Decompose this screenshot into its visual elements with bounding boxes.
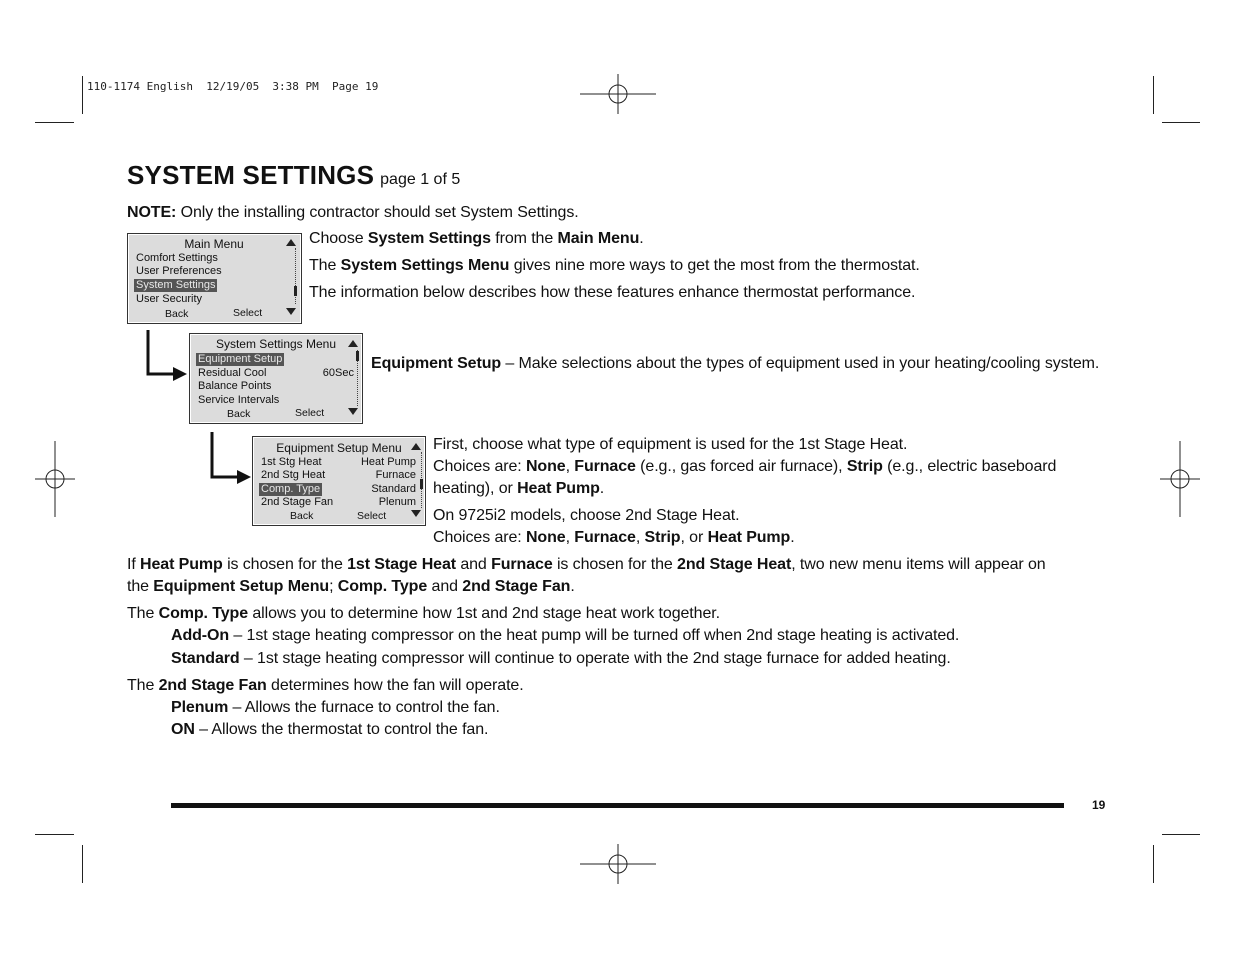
standard-line (171, 648, 951, 670)
intro-bold: Main Menu (557, 230, 640, 247)
body-bold: Strip (846, 458, 883, 475)
title-main: SYSTEM SETTINGS (127, 160, 375, 190)
body-text: determines how the fan will operate. (266, 677, 524, 694)
first-stage-line-2 (433, 456, 1056, 478)
body-text: , or (680, 529, 708, 546)
crop-mark (82, 845, 83, 883)
menu-item-comfort-settings[interactable]: Comfort Settings (136, 252, 218, 264)
2nd-stg-heat-value: Furnace (375, 469, 416, 481)
body-text: is chosen for the (552, 556, 678, 573)
add-on-line (171, 625, 959, 647)
body-text: ; (329, 578, 338, 595)
body-text: and (427, 578, 463, 595)
crop-mark (1162, 122, 1200, 123)
scrollbar-thumb[interactable] (420, 479, 423, 489)
page-number: 19 (1092, 798, 1106, 812)
add-on-label: Add-On (171, 627, 230, 644)
body-bold: Heat Pump (140, 556, 223, 573)
add-on-text: – 1st stage heating compressor on the heat pump will be turned off when 2nd stage heating is activated. (229, 627, 960, 644)
body-text: . (790, 529, 795, 546)
footer-rule (171, 803, 1064, 808)
body-bold: 1st Stage Heat (347, 556, 456, 573)
body-bold: 2nd Stage Fan (158, 677, 267, 694)
select-softkey[interactable]: Select (233, 307, 263, 319)
system-menu-title: System Settings Menu (215, 337, 337, 351)
body-bold: None (525, 458, 566, 475)
intro-line-1 (309, 228, 644, 250)
2nd-stage-fan-value: Plenum (378, 496, 416, 508)
note-label: NOTE: (127, 204, 177, 221)
intro-text: The (309, 257, 341, 274)
intro-text: Choose (309, 230, 368, 247)
menu-item-balance-points[interactable]: Balance Points (198, 380, 272, 392)
crop-mark (35, 834, 74, 835)
plenum-label: Plenum (171, 699, 229, 716)
select-softkey[interactable]: Select (295, 407, 325, 419)
note-text: Only the installing contractor should set System Settings. (176, 204, 579, 221)
body-text: Choices are: (433, 529, 526, 546)
intro-text: from the (490, 230, 558, 247)
body-text: The (127, 605, 159, 622)
menu-item-equipment-setup[interactable]: Equipment Setup (198, 353, 283, 365)
equipment-setup-description (371, 353, 1099, 375)
body-bold: Heat Pump (707, 529, 791, 546)
on-label: ON (171, 721, 195, 738)
menu-item-user-security[interactable]: User Security (136, 293, 203, 305)
equipment-setup-label: Equipment Setup (371, 355, 502, 372)
crop-mark (1153, 76, 1154, 114)
scroll-up-icon[interactable] (286, 239, 296, 246)
flow-arrow-icon (207, 432, 253, 486)
back-softkey[interactable]: Back (227, 408, 251, 420)
body-bold: Comp. Type (158, 605, 249, 622)
printer-slug: 110-1174 English 12/19/05 3:38 PM Page 19 (87, 80, 379, 93)
body-bold: Strip (644, 529, 681, 546)
menu-item-2nd-stage-fan[interactable]: 2nd Stage Fan (261, 496, 334, 508)
menu-item-residual-cool[interactable]: Residual Cool (198, 367, 267, 379)
first-stage-line-4: On 9725i2 models, choose 2nd Stage Heat. (433, 507, 740, 524)
body-text: , (635, 529, 645, 546)
body-bold: 2nd Stage Heat (677, 556, 792, 573)
comp-type-value: Standard (371, 483, 416, 495)
stage-fan-line (127, 675, 524, 697)
crop-mark (35, 122, 74, 123)
on-text: – Allows the thermostat to control the fan. (194, 721, 489, 738)
scroll-down-icon[interactable] (348, 408, 358, 415)
first-stage-line-1: First, choose what type of equipment is used for the 1st Stage Heat. (433, 436, 908, 453)
body-text: and (455, 556, 492, 573)
scroll-down-icon[interactable] (411, 510, 421, 517)
plenum-line (171, 697, 500, 719)
intro-bold: System Settings Menu (340, 257, 510, 274)
plenum-text: – Allows the furnace to control the fan. (228, 699, 500, 716)
system-settings-menu-screen (189, 333, 363, 424)
body-bold: Equipment Setup Menu (153, 578, 330, 595)
intro-text: gives nine more ways to get the most from the thermostat. (509, 257, 920, 274)
body-text: the (127, 578, 154, 595)
body-bold: Heat Pump (517, 480, 600, 497)
registration-mark-icon (1160, 441, 1200, 517)
intro-line-3: The information below describes how these features enhance thermostat performance. (309, 284, 916, 301)
menu-item-user-preferences[interactable]: User Preferences (136, 265, 222, 277)
scroll-up-icon[interactable] (411, 443, 421, 450)
body-bold: Furnace (491, 556, 553, 573)
crop-mark (1162, 834, 1200, 835)
scroll-up-icon[interactable] (348, 340, 358, 347)
equipment-setup-text: – Make selections about the types of equipment used in your heating/cooling system. (501, 355, 1100, 372)
heat-pump-line-1 (127, 554, 1046, 576)
heat-pump-line-2 (127, 576, 575, 598)
menu-item-system-settings[interactable]: System Settings (136, 279, 216, 291)
equipment-setup-menu-screen (252, 436, 426, 526)
body-bold: Comp. Type (337, 578, 428, 595)
intro-line-2 (309, 255, 920, 277)
body-text: (e.g., gas forced air furnace), (635, 458, 847, 475)
scroll-down-icon[interactable] (286, 308, 296, 315)
body-text: The (127, 677, 159, 694)
body-bold: None (525, 529, 566, 546)
menu-item-2nd-stg-heat[interactable]: 2nd Stg Heat (261, 469, 326, 481)
body-text: , (565, 458, 575, 475)
comp-type-line (127, 603, 720, 625)
body-text: (e.g., electric baseboard (882, 458, 1057, 475)
menu-item-service-intervals[interactable]: Service Intervals (198, 394, 280, 406)
flow-arrow-icon (143, 330, 189, 382)
scrollbar-thumb[interactable] (294, 286, 297, 296)
body-bold: 2nd Stage Fan (462, 578, 571, 595)
first-stage-line-3 (433, 478, 604, 500)
registration-mark-icon (35, 441, 75, 517)
standard-label: Standard (171, 650, 240, 667)
body-text: is chosen for the (222, 556, 348, 573)
select-softkey[interactable]: Select (357, 510, 387, 522)
title-subtitle: page 1 of 5 (380, 171, 461, 188)
body-text: , two new menu items will appear on (791, 556, 1046, 573)
body-text: . (599, 480, 605, 497)
page-title (127, 160, 460, 191)
body-bold: Furnace (574, 458, 636, 475)
crop-mark (82, 76, 83, 114)
menu-item-1st-stg-heat[interactable]: 1st Stg Heat (261, 456, 322, 468)
main-menu-screen (127, 233, 302, 324)
crop-mark (1153, 845, 1154, 883)
first-stage-line-5 (433, 527, 795, 549)
back-softkey[interactable]: Back (290, 510, 314, 522)
registration-mark-icon (580, 74, 656, 114)
body-text: If (127, 556, 141, 573)
body-text: Choices are: (433, 458, 526, 475)
intro-bold: System Settings (367, 230, 491, 247)
residual-cool-value: 60Sec (322, 367, 354, 379)
menu-item-comp-type[interactable]: Comp. Type (261, 483, 321, 495)
1st-stg-heat-value: Heat Pump (360, 456, 416, 468)
standard-text: – 1st stage heating compressor will continue to operate with the 2nd stage furnace for added heating. (239, 650, 951, 667)
note-line (127, 202, 579, 224)
main-menu-title: Main Menu (184, 237, 244, 251)
scrollbar-thumb[interactable] (356, 351, 359, 361)
body-bold: Furnace (574, 529, 636, 546)
intro-text: . (639, 230, 644, 247)
body-text: heating), or (433, 480, 518, 497)
back-softkey[interactable]: Back (165, 308, 189, 320)
body-text: , (565, 529, 575, 546)
equipment-menu-title: Equipment Setup Menu (276, 441, 402, 455)
body-text: . (570, 578, 575, 595)
on-line (171, 719, 488, 741)
registration-mark-icon (580, 844, 656, 884)
body-text: allows you to determine how 1st and 2nd stage heat work together. (248, 605, 720, 622)
